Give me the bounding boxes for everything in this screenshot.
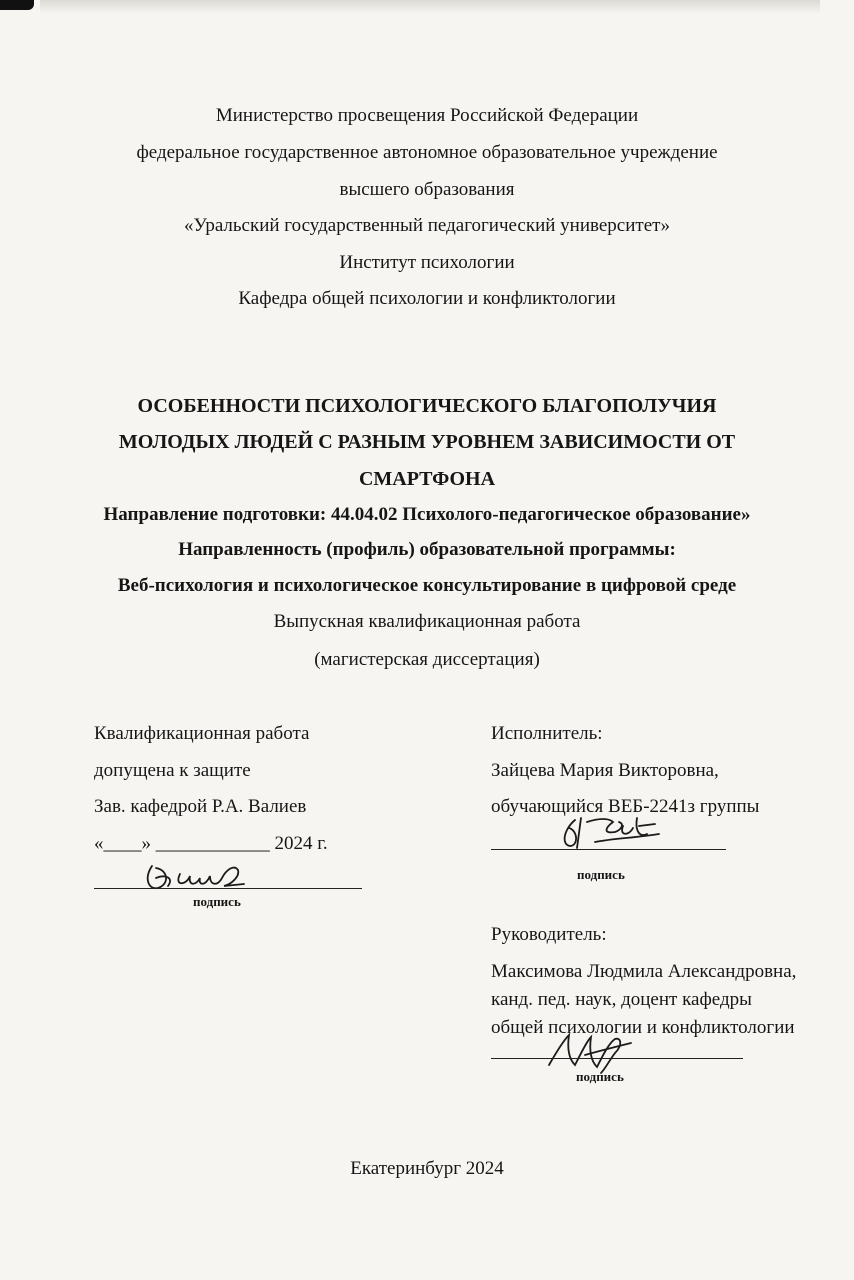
supervisor-position-2: общей психологии и конфликтологии: [491, 1017, 795, 1038]
institute-line: Институт психологии: [339, 252, 515, 273]
admission-date-line: «____» ____________ 2024 г.: [94, 833, 328, 854]
performer-name: Зайцева Мария Викторовна,: [491, 760, 719, 781]
supervisor-label: Руководитель:: [491, 924, 607, 945]
performer-group: обучающийся ВЕБ-2241з группы: [491, 796, 760, 817]
supervisor-name: Максимова Людмила Александровна,: [491, 961, 797, 982]
department-head-line: Зав. кафедрой Р.А. Валиев: [94, 796, 307, 817]
department-head-signature: [140, 856, 250, 896]
education-level-line: высшего образования: [339, 179, 515, 200]
direction-line: Направление подготовки: 44.04.02 Психолого-педагогическое образование»: [103, 504, 751, 525]
focus-label-line: Направленность (профиль) образовательной программы:: [178, 539, 676, 560]
scan-corner-mark: [0, 0, 34, 10]
ministry-line: Министерство просвещения Российской Федерации: [215, 105, 639, 126]
performer-label: Исполнитель:: [491, 723, 603, 744]
work-type-subline: (магистерская диссертация): [314, 649, 540, 670]
department-line: Кафедра общей психологии и конфликтологии: [238, 288, 616, 309]
supervisor-signature-line: [491, 1058, 743, 1059]
thesis-title-line-3: СМАРТФОНА: [358, 468, 496, 490]
city-year: Екатеринбург 2024: [350, 1158, 504, 1179]
focus-value-line: Веб-психология и психологическое консультирование в цифровой среде: [117, 575, 737, 596]
scan-top-shadow: [40, 0, 820, 14]
performer-signature: [555, 812, 665, 854]
department-head-signature-caption: подпись: [193, 894, 241, 909]
supervisor-signature-caption: подпись: [576, 1069, 624, 1084]
thesis-title-line-2: МОЛОДЫХ ЛЮДЕЙ С РАЗНЫМ УРОВНЕМ ЗАВИСИМОСТИ ОТ: [118, 431, 736, 453]
work-type-line: Выпускная квалификационная работа: [273, 611, 581, 632]
supervisor-position-1: канд. пед. наук, доцент кафедры: [491, 989, 752, 1010]
admission-line-2: допущена к защите: [94, 760, 251, 781]
supervisor-signature: [535, 1025, 645, 1075]
performer-signature-caption: подпись: [577, 867, 625, 882]
thesis-title-line-1: ОСОБЕННОСТИ ПСИХОЛОГИЧЕСКОГО БЛАГОПОЛУЧИЯ: [137, 395, 717, 417]
performer-signature-line: [491, 849, 726, 850]
department-head-signature-line: [94, 888, 362, 889]
institution-type-line: федеральное государственное автономное образовательное учреждение: [136, 142, 718, 163]
admission-line-1: Квалификационная работа: [94, 723, 310, 744]
university-line: «Уральский государственный педагогический университет»: [184, 215, 670, 236]
